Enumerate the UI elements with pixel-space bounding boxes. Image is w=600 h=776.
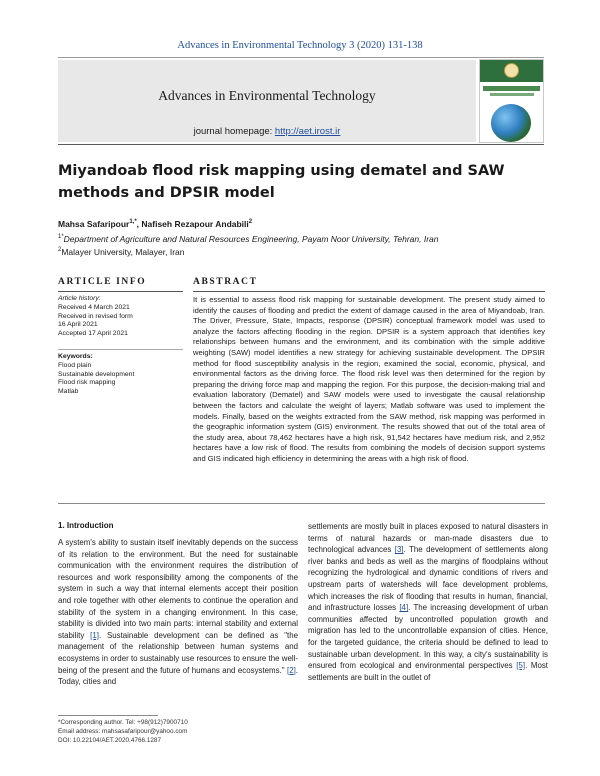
doi: DOI: 10.22104/AET.2020.4766.1287 [58, 736, 162, 744]
running-head: Advances in Environmental Technology 3 (2020) 131-138 [177, 40, 423, 51]
globe-icon [491, 104, 531, 142]
homepage-label: journal homepage: [193, 126, 273, 137]
banner-panel [58, 60, 476, 142]
intro-right-text-2: . The development of settlements along river banks and beds as well as the margins of floodplains without recognizing the hydrological and dynamic conditions of rivers and upstream parts of watersheds will face development problems, which increases the risk of flooding that results in human, financial, and infrastructure losses [308, 545, 548, 613]
received-date: Received 4 March 2021 [58, 303, 130, 311]
cover-subtitle-bar [490, 93, 534, 96]
cover-title-bar [483, 86, 540, 91]
intro-right-text-1: settlements are mostly built in places exposed to natural disasters in terms of natural hazards or man-made disasters due to technological advances [308, 522, 548, 555]
intro-right-text-3: . The increasing development of urban communities affected by uncontrolled population growth and migration has led to the uncontrollable expansion of cities. Hence, for the targeted guidance, the criteria should be defined to lead to sustainable urban development. In this way, a city's sustainability is ensured from ecological and environmental perspectives [308, 603, 548, 671]
article-info-heading: ARTICLE INFO [58, 277, 147, 287]
keywords-block [58, 353, 183, 397]
intro-left-text-3: . Today, cities and [58, 665, 298, 687]
journal-cover-image [479, 59, 544, 143]
info-rule [58, 291, 183, 292]
affiliation-2-text: Malayer University, Malayer, Iran [61, 247, 185, 257]
footnote-rule [58, 715, 158, 716]
info-divider [58, 349, 183, 350]
citation-link-2[interactable]: [2] [287, 665, 296, 675]
citation-link-1[interactable]: [1] [90, 630, 99, 640]
author-1-marker: 1,* [129, 219, 137, 226]
citation-link-5[interactable]: [5] [516, 661, 526, 671]
introduction-heading: 1. Introduction [58, 521, 114, 530]
intro-left-text-1: A system's ability to sustain itself inevitably depends on the success of its relation to the environment. But the need for sustainable communication with the environment requires the distribution of resources and work responsibility among the components of the system in such a way that internal elements accept their position and role together with other elements to continue the operation and stability of the system in a changing environment. In this case, stability is divided into two main parts: internal stability and external stability [58, 538, 298, 640]
journal-banner [58, 57, 544, 145]
keyword: Sustainable development [58, 370, 135, 378]
homepage-link[interactable]: http://aet.irost.ir [274, 126, 341, 137]
corresponding-author: *Corresponding author. Tel: +98(912)7900710 [58, 719, 188, 726]
author-2-marker: 2 [248, 219, 253, 226]
intro-right-text-4: . Most settlements are built in the outlet of [308, 661, 548, 682]
keywords-label: Keywords: [58, 353, 93, 360]
footnote [58, 719, 188, 745]
keyword: Flood risk mapping [58, 379, 116, 387]
affiliation-2-marker: 2 [58, 247, 62, 254]
author-2: , Nafiseh Rezapour Andabili [136, 219, 249, 229]
journal-name: Advances in Environmental Technology [158, 88, 376, 103]
author-1: Mahsa Safaripour [58, 219, 130, 229]
history-label: Article history: [58, 295, 101, 302]
article-history [58, 295, 183, 339]
revised-label: Received in revised form [58, 312, 133, 320]
intro-left-column [58, 537, 298, 688]
author-list [58, 219, 252, 229]
cover-emblem-icon [504, 63, 519, 78]
affiliation-1-marker: 1* [58, 234, 64, 241]
citation-link-3[interactable]: [3] [394, 545, 404, 555]
abstract-text: It is essential to assess flood risk mapping for sustainable development. The present study aimed to identify the causes of flooding and predict the extent of damage caused in the area of Miyandoab, Iran. The Driver, Pressure, State, Impacts, response (DPSIR) conceptual framework model was used to analyze the factors affecting flooding in the region. DPSIR is a system approach that identifies key relationships between humans and the environment, and its combination with the simple additive weighting (SAW) model identifies a new strategy for achieving sustainable development. The DPSIR method for flood susceptibility analysis in the region, examined the social, economic, physical, and environmental factors as the driving force. The flood risk level was then determined for the region by preparing the driving force map and mapping the region. For this purpose, the decision-making trial and evaluation laboratory (Dematel) and SAW models were used to investigate the causal relationship between the factors and calculate the weight of layers; Matlab software was used to implement the models. Finally, based on the weights extracted from the SAW method, risk mapping was performed in the geographic information system (GIS) environment. The results showed that out of the total area of the study area, about 78,462 hectares have a high risk, 91,542 hectares have medium risk, and 2,952 hectares have a low risk of flood. The results from combining the models of decision support systems and GIS indicated high efficiency in determining the areas with a high risk of flood. [193, 295, 545, 463]
citation-link-4[interactable]: [4] [399, 603, 409, 613]
keyword: Flood plain [58, 361, 92, 369]
abstract-heading: ABSTRACT [193, 277, 258, 287]
accepted-date: Accepted 17 April 2021 [58, 330, 128, 338]
article-title: Miyandoab flood risk mapping using dematel and SAW methods and DPSIR model [58, 163, 505, 201]
affiliation-2 [58, 247, 184, 257]
revised-date: 16 April 2021 [58, 321, 98, 329]
affiliation-1 [58, 234, 438, 244]
email-address: Email address: mahsasafaripour@yahoo.com [58, 727, 188, 735]
intro-left-text-2: . Sustainable development can be defined as "the management of the relationship between human systems and ecosystems in order to sustainably use resources to ensure the well-being of the present and the future of humans and ecosystems." [58, 630, 298, 675]
keyword: Matlab [58, 388, 79, 396]
abstract-rule [193, 291, 545, 292]
abstract-bottom-rule [58, 503, 545, 504]
journal-homepage [58, 126, 476, 137]
affiliation-1-text: Department of Agriculture and Natural Resources Engineering, Payam Noor University, Tehran, Iran [63, 234, 439, 244]
intro-right-column [308, 521, 548, 683]
